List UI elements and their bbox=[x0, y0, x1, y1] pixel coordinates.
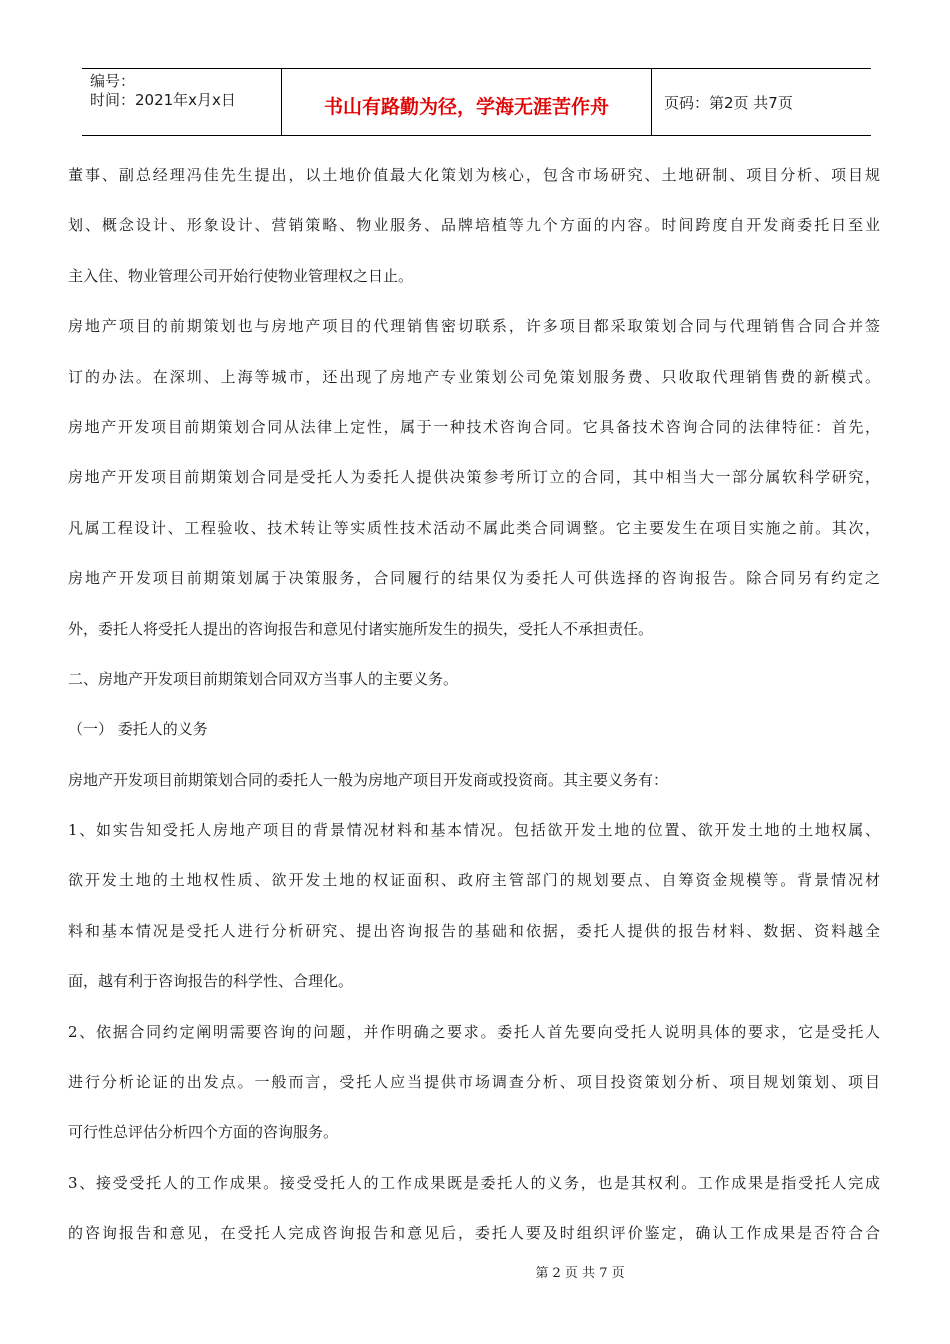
body-line: 进行分析论证的出发点。一般而言，受托人应当提供市场调查分析、项目投资策划分析、项目规划策划、项目 bbox=[68, 1073, 880, 1092]
section-heading: 二、房地产开发项目前期策划合同双方当事人的主要义务。 bbox=[68, 669, 459, 688]
body-line: 可行性总评估分析四个方面的咨询服务。 bbox=[68, 1123, 339, 1142]
body-line: 房地产开发项目前期策划合同从法律上定性，属于一种技术咨询合同。它具备技术咨询合同的法律特征：首先， bbox=[68, 417, 880, 436]
body-line: 欲开发土地的土地权性质、欲开发土地的权证面积、政府主管部门的规划要点、自筹资金规模等。背景情况材 bbox=[68, 871, 880, 890]
body-line: 主入住、物业管理公司开始行使物业管理权之日止。 bbox=[68, 266, 414, 285]
subsection-heading: （一） 委托人的义务 bbox=[68, 720, 208, 739]
header-page-info: 页码：第2页 共7页 bbox=[664, 93, 793, 112]
body-line: 外，委托人将受托人提出的咨询报告和意见付诸实施所发生的损失，受托人不承担责任。 bbox=[68, 619, 654, 638]
header-motto: 书山有路勤为径，学海无涯苦作舟 bbox=[282, 69, 652, 135]
number-label: 编号： bbox=[90, 72, 136, 90]
body-line: 凡属工程设计、工程验收、技术转让等实质性技术活动不属此类合同调整。它主要发生在项目实施之前。其次， bbox=[68, 518, 880, 537]
body-line: 面，越有利于咨询报告的科学性、合理化。 bbox=[68, 972, 354, 991]
header-table bbox=[82, 68, 871, 136]
body-line: 3、接受受托人的工作成果。接受受托人的工作成果既是委托人的义务，也是其权利。工作成果是指受托人完成 bbox=[68, 1173, 880, 1192]
body-line: 房地产开发项目前期策划属于决策服务，合同履行的结果仅为委托人可供选择的咨询报告。除合同另有约定之 bbox=[68, 569, 880, 588]
body-line: 2、依据合同约定阐明需要咨询的问题，并作明确之要求。委托人首先要向受托人说明具体的要求，它是受托人 bbox=[68, 1022, 880, 1041]
body-line: 董事、副总经理冯佳先生提出，以土地价值最大化策划为核心，包含市场研究、土地研制、项目分析、项目规 bbox=[68, 166, 880, 184]
body-line: 料和基本情况是受托人进行分析研究、提出咨询报告的基础和依据，委托人提供的报告材料、数据、资料越全 bbox=[68, 921, 880, 940]
body-line: 划、概念设计、形象设计、营销策略、物业服务、品牌培植等九个方面的内容。时间跨度自开发商委托日至业 bbox=[68, 216, 880, 235]
body-line: 的咨询报告和意见，在受托人完成咨询报告和意见后，委托人要及时组织评价鉴定，确认工作成果是否符合合 bbox=[68, 1224, 880, 1243]
body-line: 房地产开发项目前期策划合同的委托人一般为房地产项目开发商或投资商。其主要义务有： bbox=[68, 770, 669, 789]
document-body bbox=[68, 150, 880, 1259]
footer-page-number: 第 2 页 共 7 页 bbox=[535, 1266, 625, 1281]
date-label: 时间：2021年x月x日 bbox=[90, 91, 236, 109]
header-meta bbox=[82, 69, 282, 135]
body-line: 订的办法。在深圳、上海等城市，还出现了房地产专业策划公司免策划服务费、只收取代理销售费的新模式。 bbox=[68, 367, 880, 386]
body-line: 房地产开发项目前期策划合同是受托人为委托人提供决策参考所订立的合同，其中相当大一部分属软科学研究， bbox=[68, 468, 880, 487]
body-line: 房地产项目的前期策划也与房地产项目的代理销售密切联系，许多项目都采取策划合同与代理销售合同合并签 bbox=[68, 317, 880, 336]
page-footer bbox=[0, 1262, 950, 1281]
body-line: 1、如实告知受托人房地产项目的背景情况材料和基本情况。包括欲开发土地的位置、欲开发土地的土地权属、 bbox=[68, 821, 880, 840]
